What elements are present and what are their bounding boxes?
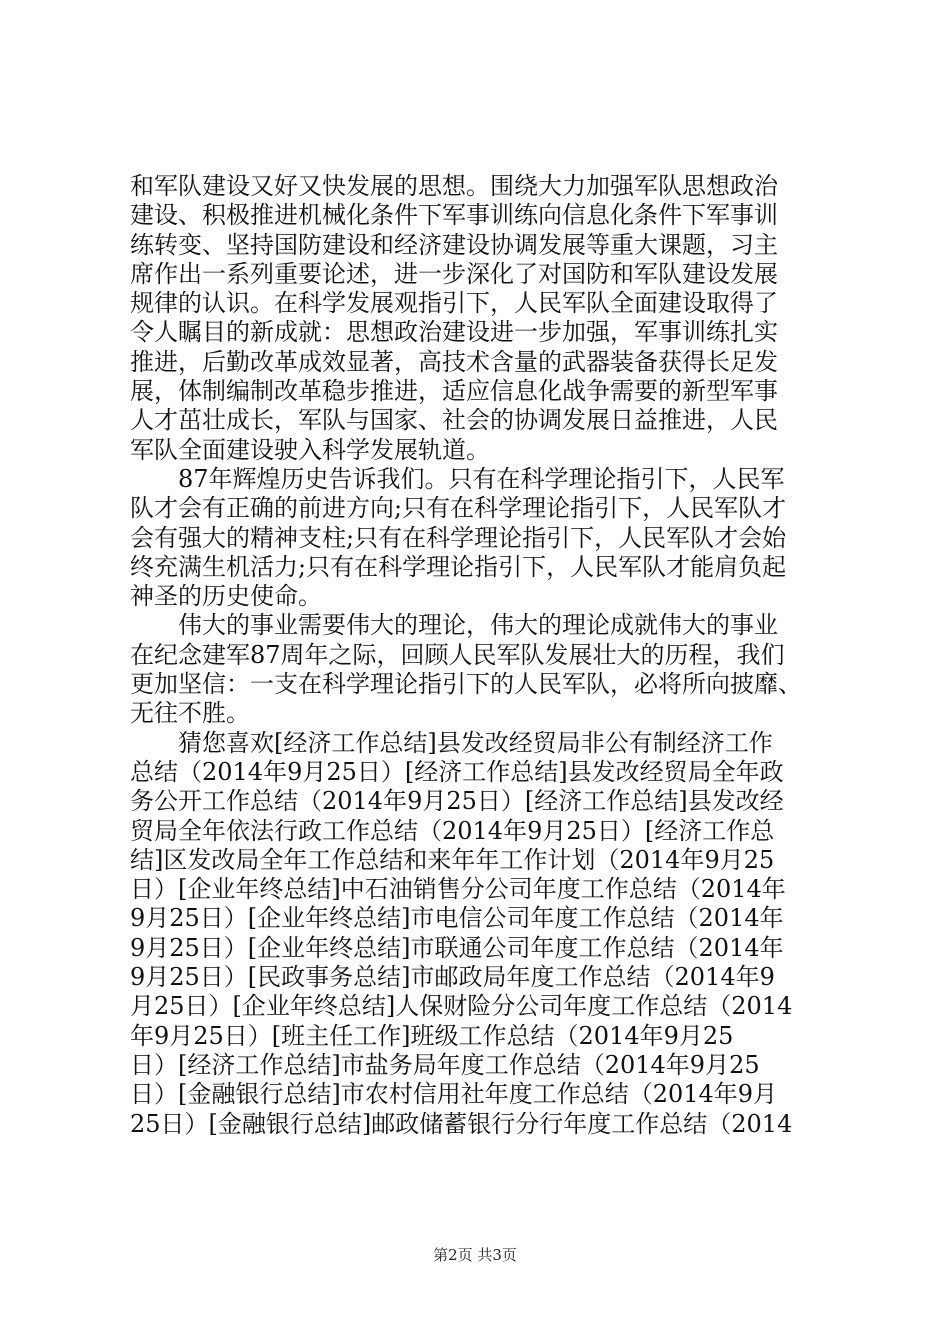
text-line: 在纪念建军87周年之际，回顾人民军队发展壮大的历程，我们: [130, 640, 785, 669]
text-line: 年9月25日）[班主任工作]班级工作总结（2014年9月25: [130, 1021, 734, 1050]
page-number-footer: 第2页 共3页: [433, 1246, 517, 1264]
text-line: 人才茁壮成长，军队与国家、社会的协调发展日益推进，人民: [130, 406, 778, 435]
text-line: 日）[经济工作总结]市盐务局年度工作总结（2014年9月25: [130, 1050, 760, 1079]
text-line: 推进，后勤改革成效显著，高技术含量的武器装备获得长足发: [130, 347, 778, 376]
text-line: 9月25日）[企业年终总结]市电信公司年度工作总结（2014年: [130, 904, 784, 933]
text-line: 25日）[金融银行总结]邮政储蓄银行分行年度工作总结（2014: [130, 1109, 793, 1138]
text-line: 月25日）[企业年终总结]人保财险分公司年度工作总结（2014: [130, 992, 793, 1021]
text-line: 9月25日）[企业年终总结]市联通公司年度工作总结（2014年: [130, 933, 784, 962]
text-line: 终充满生机活力;只有在科学理论指引下，人民军队才能肩负起: [130, 552, 787, 581]
text-line: 令人瞩目的新成就：思想政治建设进一步加强，军事训练扎实: [130, 318, 778, 347]
text-line: 席作出一系列重要论述，进一步深化了对国防和军队建设发展: [130, 259, 778, 288]
text-line: 更加坚信：一支在科学理论指引下的人民军队，必将所向披靡、: [130, 670, 802, 699]
text-line: 日）[金融银行总结]市农村信用社年度工作总结（2014年9月: [130, 1080, 778, 1109]
text-line: 9月25日）[民政事务总结]市邮政局年度工作总结（2014年9: [130, 963, 775, 992]
text-line: 和军队建设又好又快发展的思想。围绕大力加强军队思想政治: [130, 172, 778, 200]
text-line: 队才会有正确的前进方向;只有在科学理论指引下，人民军队才: [130, 494, 787, 523]
text-line: 务公开工作总结（2014年9月25日）[经济工作总结]县发改经: [130, 787, 784, 816]
text-line: 伟大的事业需要伟大的理论，伟大的理论成就伟大的事业: [130, 611, 778, 640]
text-line: 会有强大的精神支柱;只有在科学理论指引下，人民军队才会始: [130, 523, 787, 552]
text-line: 展，体制编制改革稳步推进，适应信息化战争需要的新型军事: [130, 377, 778, 406]
text-line: 军队全面建设驶入科学发展轨道。: [130, 435, 490, 464]
text-line: 87年辉煌历史告诉我们。只有在科学理论指引下，人民军: [130, 464, 785, 493]
text-line: 建设、积极推进机械化条件下军事训练向信息化条件下军事训: [130, 201, 778, 230]
body-text: [130, 172, 830, 1139]
text-line: 总结（2014年9月25日）[经济工作总结]县发改经贸局全年政: [130, 757, 784, 786]
text-line: 无往不胜。: [130, 699, 250, 728]
text-line: 规律的认识。在科学发展观指引下，人民军队全面建设取得了: [130, 289, 778, 318]
text-line: 贸局全年依法行政工作总结（2014年9月25日）[经济工作总: [130, 816, 775, 845]
text-line: 结]区发改局全年工作总结和来年年工作计划（2014年9月25: [130, 845, 775, 874]
text-line: 神圣的历史使命。: [130, 582, 322, 611]
text-line: 日）[企业年终总结]中石油销售分公司年度工作总结（2014年: [130, 875, 786, 904]
text-line: 猜您喜欢[经济工作总结]县发改经贸局非公有制经济工作: [130, 728, 773, 757]
text-line: 练转变、坚持国防建设和经济建设协调发展等重大课题，习主: [130, 230, 778, 259]
